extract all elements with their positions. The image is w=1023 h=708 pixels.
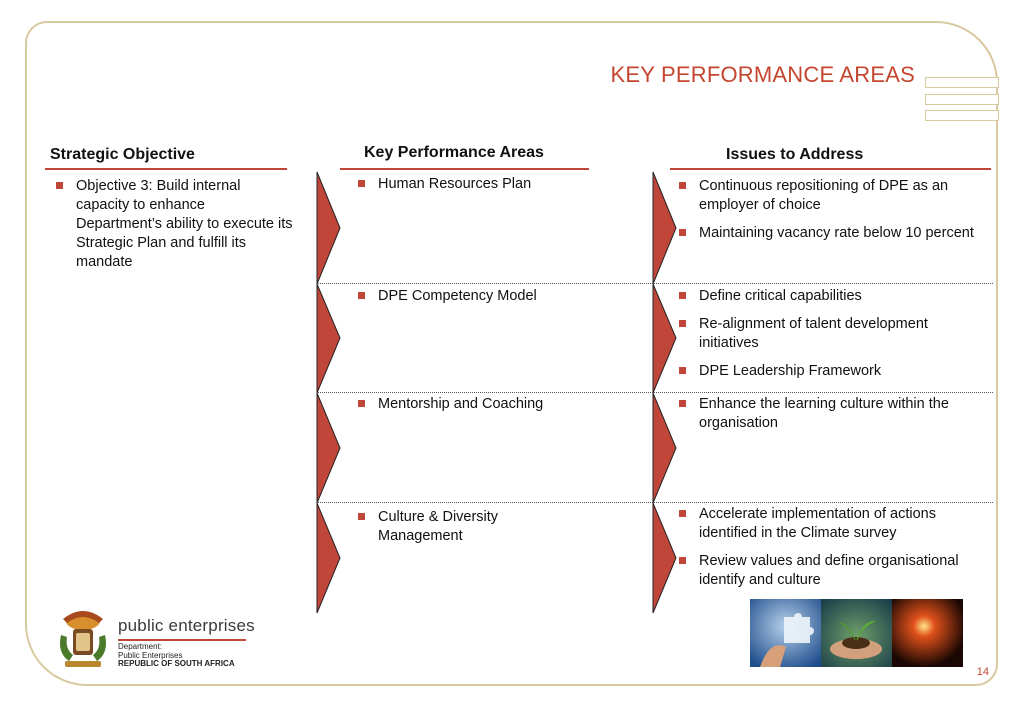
issues-list bbox=[677, 395, 977, 442]
bullet-square-icon bbox=[358, 180, 365, 187]
bullet-square-icon bbox=[358, 400, 365, 407]
bullet-square-icon bbox=[679, 367, 686, 374]
kpa-list bbox=[356, 508, 556, 555]
brand-department: Department: bbox=[118, 642, 163, 651]
page-number: 14 bbox=[976, 666, 989, 678]
row-arrow-right bbox=[653, 172, 676, 284]
issue-item: Define critical capabilities bbox=[677, 287, 977, 306]
bullet-square-icon bbox=[679, 400, 686, 407]
brand-country: REPUBLIC OF SOUTH AFRICA bbox=[118, 659, 235, 668]
row-separator bbox=[318, 502, 993, 503]
photo-light-burst bbox=[892, 599, 963, 667]
issue-item: Enhance the learning culture within the organisation bbox=[677, 395, 977, 433]
issue-item: Maintaining vacancy rate below 10 percent bbox=[677, 224, 977, 243]
row-arrow-left bbox=[317, 172, 340, 284]
issue-item: DPE Leadership Framework bbox=[677, 362, 977, 381]
brand-rule bbox=[118, 639, 246, 641]
issue-item: Review values and define organisational identify and culture bbox=[677, 552, 977, 590]
objective-item: Objective 3: Build internal capacity to enhance Department’s ability to execute its Strategic Plan and fulfill its mandate bbox=[54, 177, 294, 272]
issues-list bbox=[677, 177, 977, 252]
bullet-square-icon bbox=[679, 229, 686, 236]
row-arrow-right bbox=[653, 393, 676, 503]
row-arrow-left bbox=[317, 503, 340, 613]
bullet-square-icon bbox=[679, 557, 686, 564]
issue-item: Accelerate implementation of actions identified in the Climate survey bbox=[677, 505, 977, 543]
row-arrow-right bbox=[653, 284, 676, 393]
brand-department-name: Public Enterprises bbox=[118, 651, 183, 660]
kpa-list bbox=[356, 175, 596, 203]
issue-item: Continuous repositioning of DPE as an employer of choice bbox=[677, 177, 977, 215]
kpa-item: DPE Competency Model bbox=[356, 287, 596, 306]
kpa-item: Culture & Diversity Management bbox=[356, 508, 556, 546]
brand-name: public enterprises bbox=[118, 616, 255, 635]
objective-list bbox=[54, 177, 294, 281]
kpa-item: Mentorship and Coaching bbox=[356, 395, 596, 414]
issue-item: Re-alignment of talent development initiatives bbox=[677, 315, 977, 353]
bullet-square-icon bbox=[679, 182, 686, 189]
bullet-square-icon bbox=[679, 320, 686, 327]
kpa-item: Human Resources Plan bbox=[356, 175, 596, 194]
issues-list bbox=[677, 505, 977, 599]
row-arrow-left bbox=[317, 393, 340, 503]
bullet-square-icon bbox=[679, 292, 686, 299]
kpa-list bbox=[356, 287, 596, 315]
column-header-kpa: Key Performance Areas bbox=[364, 144, 544, 161]
column-header-issues: Issues to Address bbox=[726, 146, 864, 163]
row-arrow-left bbox=[317, 284, 340, 393]
row-separator bbox=[318, 392, 993, 393]
bullet-square-icon bbox=[358, 513, 365, 520]
issues-list bbox=[677, 287, 977, 390]
bullet-square-icon bbox=[358, 292, 365, 299]
coat-of-arms-logo bbox=[55, 607, 111, 671]
kpa-list bbox=[356, 395, 596, 423]
row-separator bbox=[318, 283, 993, 284]
row-arrow-right bbox=[653, 503, 676, 613]
bullet-square-icon bbox=[679, 510, 686, 517]
bullet-square-icon bbox=[56, 182, 63, 189]
decorative-photo-strip bbox=[750, 599, 963, 667]
column-header-strategic-objective: Strategic Objective bbox=[50, 146, 195, 163]
slide-title: KEY PERFORMANCE AREAS bbox=[610, 62, 915, 87]
